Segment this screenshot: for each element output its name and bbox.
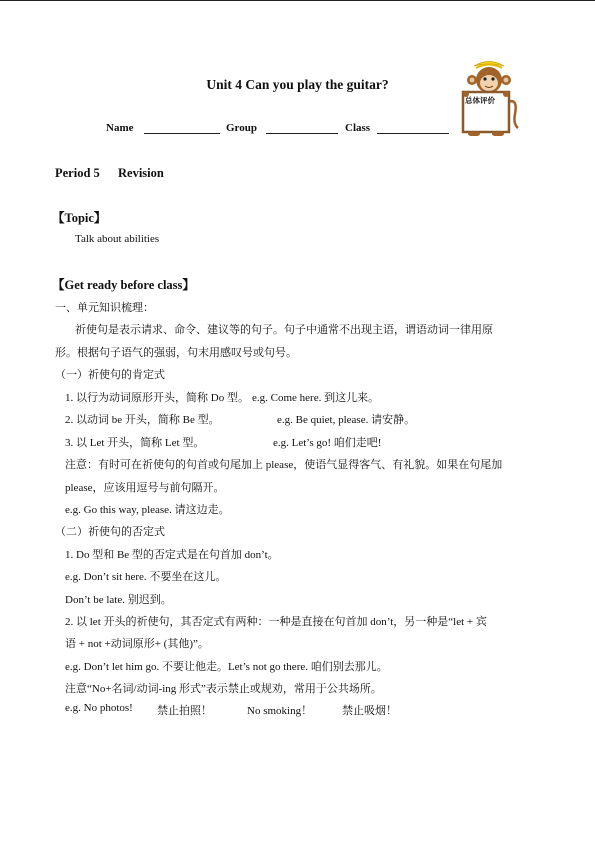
example-text: e.g. Go this way, please. 请这边走。 xyxy=(65,504,230,516)
rule-item: 3. 以 Let 开头，简称 Let 型。 xyxy=(65,437,205,449)
rule-item: 1. 以行为动词原形开头，简称 Do 型。 xyxy=(65,392,249,404)
subsection-heading: （二）祈使句的否定式 xyxy=(55,526,165,538)
monkey-evaluation-badge xyxy=(458,58,520,136)
rule-item: 语 + not +动词原形+ (其他)”。 xyxy=(65,638,209,650)
period-title: Revision xyxy=(118,166,164,180)
example-translation: 禁止吸烟！ xyxy=(342,705,397,717)
subsection-heading: （一）祈使句的肯定式 xyxy=(55,369,165,381)
rule-item: 2. 以 let 开头的祈使句，其否定式有两种：一种是直接在句首加 don’t，另一种是“let + 宾 xyxy=(65,616,487,628)
page-title: Unit 4 Can you play the guitar? xyxy=(206,77,389,92)
note-line: 注意“No+名词/动词-ing 形式”表示禁止或规劝，常用于公共场所。 xyxy=(65,683,382,695)
example-text: e.g. Let’s go! 咱们走吧! xyxy=(273,437,382,449)
group-field[interactable] xyxy=(266,122,338,134)
group-label: Group xyxy=(226,122,257,134)
rule-item: 2. 以动词 be 开头，简称 Be 型。 xyxy=(65,414,220,426)
section-one-heading: 一、单元知识梳理： xyxy=(55,302,154,314)
class-label: Class xyxy=(345,122,371,134)
example-text: e.g. Come here. 到这儿来。 xyxy=(252,392,380,404)
example-text: e.g. Don’t let him go. 不要让他走。Let’s not go there. 咱们别去那儿。 xyxy=(65,661,388,673)
get-ready-heading: 【Get ready before class】 xyxy=(52,278,195,292)
topic-heading: 【Topic】 xyxy=(52,211,107,225)
period-label: Period 5 xyxy=(55,166,100,180)
example-text: e.g. Don’t sit here. 不要坐在这儿。 xyxy=(65,571,227,583)
top-border xyxy=(0,0,595,1)
rule-item: 1. Do 型和 Be 型的否定式是在句首加 don’t。 xyxy=(65,549,279,561)
paragraph-line: 形。根据句子语气的强弱，句末用感叹号或句号。 xyxy=(55,347,297,359)
example-translation: 禁止拍照！ xyxy=(157,705,212,717)
note-line: please，应该用逗号与前句隔开。 xyxy=(65,482,225,494)
paragraph-line: 祈使句是表示请求、命令、建议等的句子。句子中通常不出现主语，谓语动词一律用原 xyxy=(75,324,493,336)
topic-content: Talk about abilities xyxy=(75,233,160,245)
name-field[interactable] xyxy=(144,122,220,134)
class-field[interactable] xyxy=(377,122,449,134)
note-line: 注意：有时可在祈使句的句首或句尾加上 please，使语气显得客气、有礼貌。如果在句尾加 xyxy=(65,459,503,471)
example-text: e.g. No photos! xyxy=(65,702,133,714)
example-text: e.g. Be quiet, please. 请安静。 xyxy=(277,414,416,426)
badge-label: 总体评价 xyxy=(465,96,495,105)
example-text: Don’t be late. 别迟到。 xyxy=(65,594,172,606)
name-label: Name xyxy=(106,122,134,134)
example-text: No smoking！ xyxy=(247,705,313,717)
